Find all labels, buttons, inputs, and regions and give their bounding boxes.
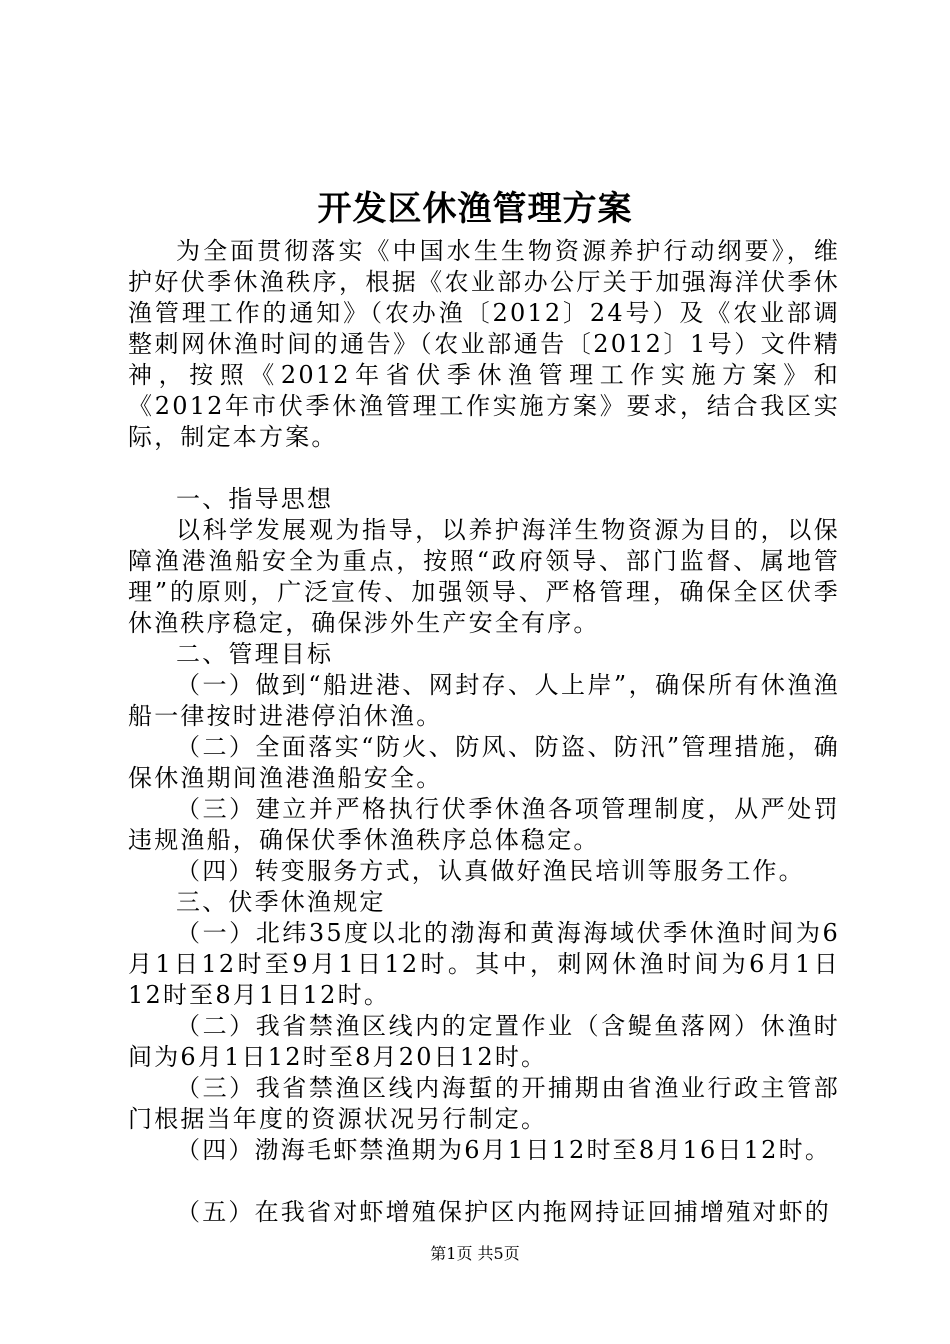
regulation-item-1: （一）北纬35度以北的渤海和黄海海域伏季休渔时间为6月1日12时至9月1日12时。其中，刺网休渔时间为6月1日12时至8月1日12时。 <box>128 919 840 1009</box>
section-heading-management-goals: 二、管理目标 <box>176 640 334 668</box>
section-heading-regulations: 三、伏季休渔规定 <box>176 888 386 916</box>
goal-item-3: （三）建立并严格执行伏季休渔各项管理制度，从严处罚违规渔船，确保伏季休渔秩序总体稳定。 <box>128 795 840 854</box>
intro-paragraph: 为全面贯彻落实《中国水生生物资源养护行动纲要》，维护好伏季休渔秩序，根据《农业部办公厅关于加强海洋伏季休渔管理工作的通知》（农办渔〔2012〕24号）及《农业部调整刺网休渔时间的通告》（农业部通告〔2012〕1号）文件精神，按照《2012年省伏季休渔管理工作实施方案》和《2012年市伏季休渔管理工作实施方案》要求，结合我区实际，制定本方案。 <box>128 237 840 451</box>
section-heading-guiding-ideology: 一、指导思想 <box>176 485 334 513</box>
goal-item-4: （四）转变服务方式，认真做好渔民培训等服务工作。 <box>176 857 805 885</box>
goal-item-2: （二）全面落实“防火、防风、防盗、防汛”管理措施，确保休渔期间渔港渔船安全。 <box>128 733 840 792</box>
goal-item-1: （一）做到“船进港、网封存、人上岸”，确保所有休渔渔船一律按时进港停泊休渔。 <box>128 671 840 730</box>
regulation-item-3: （三）我省禁渔区线内海蜇的开捕期由省渔业行政主管部门根据当年度的资源状况另行制定。 <box>128 1074 840 1133</box>
document-body <box>128 236 840 1228</box>
paragraph-guiding-ideology: 以科学发展观为指导，以养护海洋生物资源为目的，以保障渔港渔船安全为重点，按照“政府领导、部门监督、属地管理”的原则，广泛宣传、加强领导、严格管理，确保全区伏季休渔秩序稳定，确保涉外生产安全有序。 <box>128 516 840 637</box>
document-title: 开发区休渔管理方案 <box>317 189 633 229</box>
regulation-item-5: （五）在我省对虾增殖保护区内拖网持证回捕增殖对虾的 <box>176 1198 831 1226</box>
page-footer: 第1页 共5页 <box>430 1244 520 1263</box>
regulation-item-4: （四）渤海毛虾禁渔期为6月1日12时至8月16日12时。 <box>176 1136 832 1164</box>
regulation-item-2: （二）我省禁渔区线内的定置作业（含鳀鱼落网）休渔时间为6月1日12时至8月20日12时。 <box>128 1012 840 1071</box>
